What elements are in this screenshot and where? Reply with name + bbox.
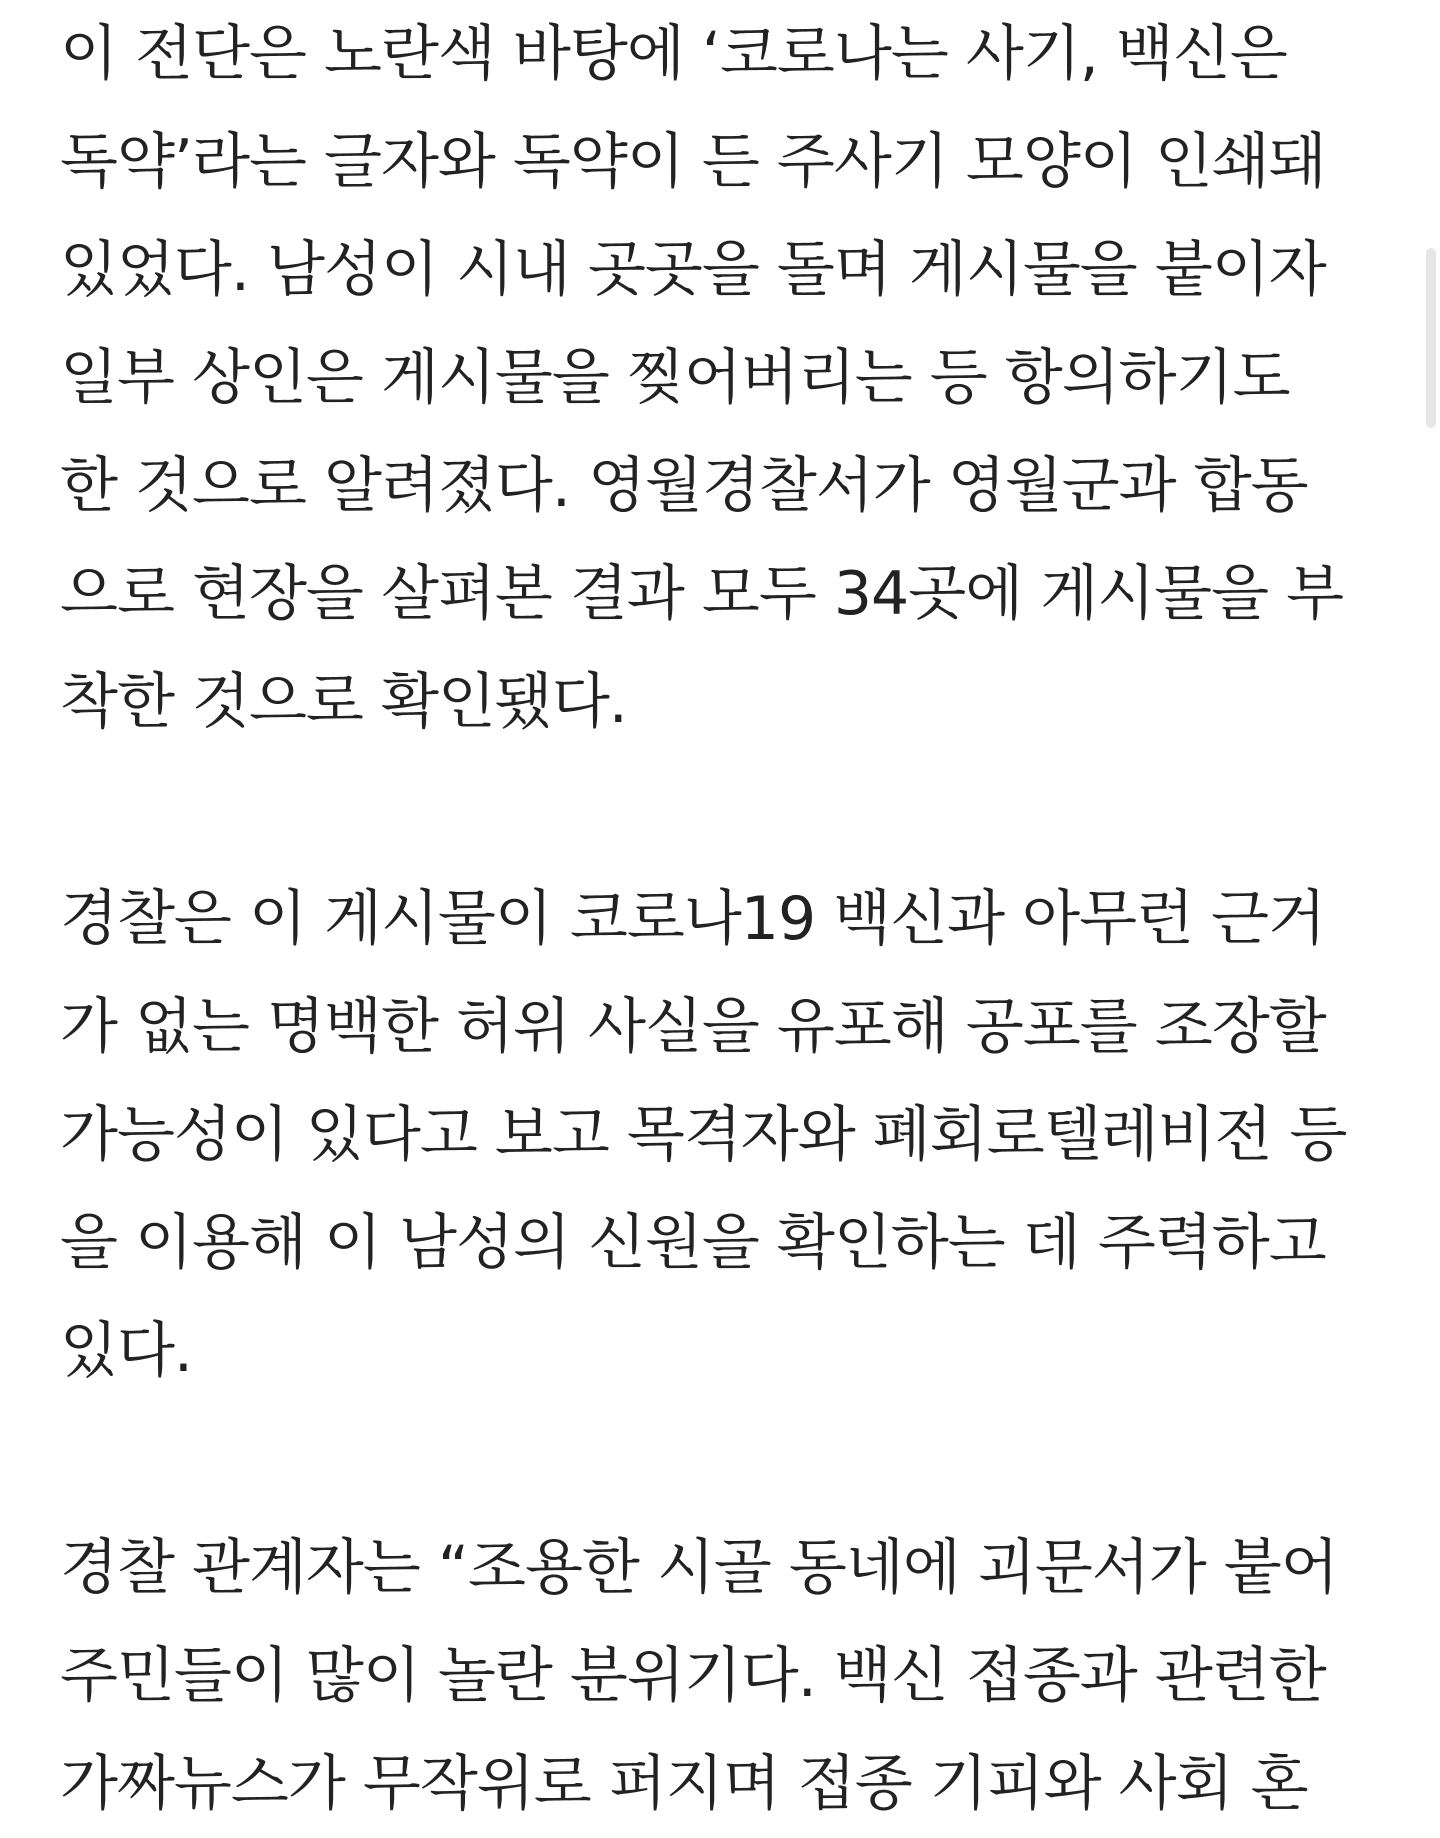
text-line: 독약’라는 글자와 독약이 든 주사기 모양이 인쇄돼: [60, 127, 1326, 197]
article-paragraph-1: [60, 0, 1390, 756]
paragraph-spacer: [60, 756, 1390, 865]
text-line: 착한 것으로 확인됐다.: [60, 667, 627, 737]
text-line: 이 전단은 노란색 바탕에 ‘코로나는 사기, 백신은: [60, 19, 1287, 89]
text-line: 가능성이 있다고 보고 목격자와 폐회로텔레비전 등: [60, 1100, 1347, 1170]
text-line: 가 없는 명백한 허위 사실을 유포해 공포를 조장할: [60, 992, 1326, 1062]
text-line: 주민들이 많이 놀란 분위기다. 백신 접종과 관련한: [60, 1641, 1326, 1711]
paragraph-spacer: [60, 1405, 1390, 1514]
text-line: 가짜뉴스가 무작위로 퍼지며 접종 기피와 사회 혼: [60, 1749, 1308, 1819]
text-line: 으로 현장을 살펴본 결과 모두 34곳에 게시물을 부: [60, 559, 1344, 629]
text-line: 있다.: [60, 1316, 192, 1386]
text-line: 을 이용해 이 남성의 신원을 확인하는 데 주력하고: [60, 1208, 1326, 1278]
scrollbar-thumb[interactable]: [1426, 248, 1436, 428]
article-paragraph-3: [60, 1514, 1390, 1838]
text-line: 경찰 관계자는 “조용한 시골 동네에 괴문서가 붙어: [60, 1533, 1338, 1603]
text-line: 있었다. 남성이 시내 곳곳을 돌며 게시물을 붙이자: [60, 235, 1326, 305]
article-paragraph-2: [60, 865, 1390, 1405]
text-line: 경찰은 이 게시물이 코로나19 백신과 아무런 근거: [60, 884, 1326, 954]
article-body: [60, 0, 1390, 1838]
text-line: 일부 상인은 게시물을 찢어버리는 등 항의하기도: [60, 343, 1290, 413]
text-line: 한 것으로 알려졌다. 영월경찰서가 영월군과 합동: [60, 451, 1308, 521]
